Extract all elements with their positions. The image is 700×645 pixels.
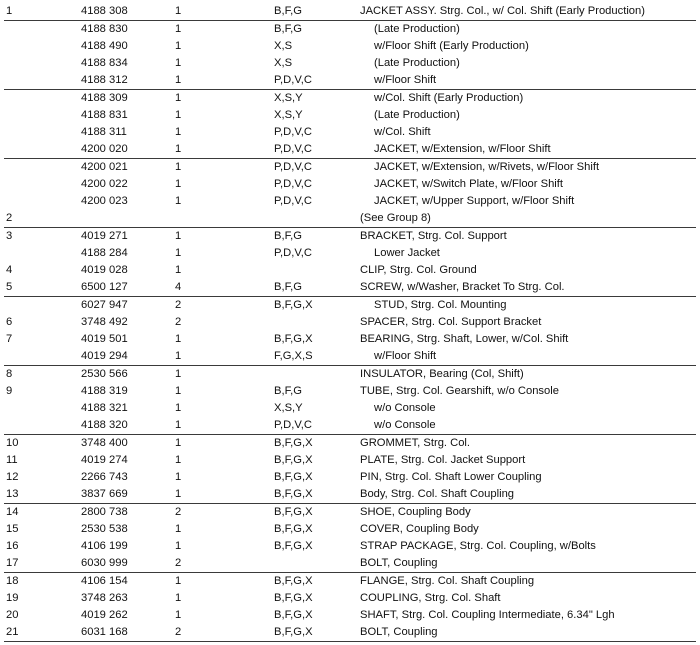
description: (Late Production): [374, 109, 460, 121]
part-number: 4019 294: [81, 350, 128, 362]
quantity: 1: [175, 350, 182, 362]
part-number: 4188 834: [81, 57, 128, 69]
table-row: [4, 3, 696, 20]
description: BEARING, Strg. Shaft, Lower, w/Col. Shift: [360, 333, 569, 345]
item-number: 14: [6, 506, 19, 518]
model-codes: B,F,G,X: [274, 454, 313, 466]
quantity: 2: [175, 557, 182, 569]
table-row: [4, 158, 696, 176]
item-number: 11: [6, 454, 18, 466]
description: w/Col. Shift: [374, 126, 431, 138]
quantity: 1: [175, 385, 182, 397]
model-codes: X,S,Y: [274, 109, 303, 121]
quantity: 1: [175, 454, 182, 466]
table-row: [4, 486, 696, 503]
description: STUD, Strg. Col. Mounting: [374, 299, 507, 311]
part-number: 6027 947: [81, 299, 128, 311]
table-row: [4, 521, 696, 538]
model-codes: P,D,V,C: [274, 247, 312, 259]
quantity: 1: [175, 592, 182, 604]
table-row: [4, 417, 696, 434]
table-row: [4, 176, 696, 193]
item-number: 6: [6, 316, 13, 328]
table-row: [4, 89, 696, 107]
table-row: [4, 538, 696, 555]
model-codes: B,F,G: [274, 5, 302, 17]
quantity: 1: [175, 143, 182, 155]
item-number: 17: [6, 557, 19, 569]
part-number: 4188 490: [81, 40, 128, 52]
model-codes: B,F,G,X: [274, 333, 313, 345]
table-row: [4, 434, 696, 452]
description: BOLT, Coupling: [360, 626, 438, 638]
table-row: [4, 210, 696, 227]
item-number: 7: [6, 333, 13, 345]
part-number: 4019 271: [81, 230, 128, 242]
description: JACKET, w/Switch Plate, w/Floor Shift: [374, 178, 564, 190]
table-row: [4, 55, 696, 72]
item-number: 16: [6, 540, 19, 552]
part-number: 6500 127: [81, 281, 128, 293]
table-row: [4, 38, 696, 55]
part-number: 3748 492: [81, 316, 128, 328]
description: PLATE, Strg. Col. Jacket Support: [360, 454, 526, 466]
part-number: 4200 020: [81, 143, 128, 155]
description: FLANGE, Strg. Col. Shaft Coupling: [360, 575, 535, 587]
quantity: 1: [175, 575, 182, 587]
item-number: 4: [6, 264, 13, 276]
item-number: 3: [6, 230, 13, 242]
item-number: 19: [6, 592, 19, 604]
item-number: 21: [6, 626, 19, 638]
description: w/o Console: [374, 419, 436, 431]
part-number: 2800 738: [81, 506, 128, 518]
model-codes: B,F,G,X: [274, 299, 313, 311]
quantity: 1: [175, 264, 182, 276]
model-codes: B,F,G,X: [274, 488, 313, 500]
part-number: 4188 830: [81, 23, 128, 35]
model-codes: P,D,V,C: [274, 161, 312, 173]
item-number: 9: [6, 385, 13, 397]
model-codes: P,D,V,C: [274, 126, 312, 138]
description: INSULATOR, Bearing (Col, Shift): [360, 368, 524, 380]
model-codes: P,D,V,C: [274, 178, 312, 190]
description: w/Floor Shift: [374, 74, 437, 86]
description: GROMMET, Strg. Col.: [360, 437, 471, 449]
quantity: 1: [175, 23, 182, 35]
model-codes: B,F,G,X: [274, 626, 313, 638]
description: SPACER, Strg. Col. Support Bracket: [360, 316, 542, 328]
description: w/Floor Shift: [374, 350, 437, 362]
item-number: 2: [6, 212, 13, 224]
table-row: [4, 262, 696, 279]
table-row: [4, 245, 696, 262]
model-codes: X,S,Y: [274, 402, 303, 414]
part-number: 4188 284: [81, 247, 128, 259]
table-row: [4, 348, 696, 365]
part-number: 4200 021: [81, 161, 128, 173]
model-codes: B,F,G,X: [274, 471, 313, 483]
table-row: [4, 624, 696, 641]
item-number: 20: [6, 609, 19, 621]
quantity: 1: [175, 523, 182, 535]
quantity: 1: [175, 540, 182, 552]
quantity: 1: [175, 488, 182, 500]
part-number: 4019 501: [81, 333, 128, 345]
quantity: 2: [175, 506, 182, 518]
part-number: 4188 320: [81, 419, 128, 431]
quantity: 1: [175, 333, 182, 345]
model-codes: B,F,G: [274, 23, 302, 35]
model-codes: B,F,G,X: [274, 506, 313, 518]
quantity: 1: [175, 368, 182, 380]
table-row: [4, 314, 696, 331]
part-number: 2266 743: [81, 471, 128, 483]
table-row: [4, 20, 696, 38]
model-codes: B,F,G,X: [274, 523, 313, 535]
table-bottom-rule: [4, 641, 696, 642]
quantity: 2: [175, 299, 182, 311]
part-number: 4106 154: [81, 575, 128, 587]
item-number: 15: [6, 523, 19, 535]
description: TUBE, Strg. Col. Gearshift, w/o Console: [360, 385, 559, 397]
parts-table: [4, 3, 696, 641]
quantity: 1: [175, 92, 182, 104]
quantity: 1: [175, 126, 182, 138]
model-codes: X,S,Y: [274, 92, 303, 104]
part-number: 6031 168: [81, 626, 128, 638]
description: JACKET, w/Extension, w/Rivets, w/Floor Shift: [374, 161, 600, 173]
quantity: 1: [175, 109, 182, 121]
table-row: [4, 279, 696, 296]
table-row: [4, 555, 696, 572]
table-row: [4, 400, 696, 417]
part-number: 4188 311: [81, 126, 127, 138]
quantity: 1: [175, 437, 182, 449]
model-codes: B,F,G,X: [274, 437, 313, 449]
model-codes: P,D,V,C: [274, 74, 312, 86]
item-number: 1: [6, 5, 13, 17]
table-row: [4, 227, 696, 245]
model-codes: B,F,G,X: [274, 540, 313, 552]
description: (Late Production): [374, 23, 460, 35]
part-number: 4188 308: [81, 5, 128, 17]
part-number: 4019 028: [81, 264, 128, 276]
table-row: [4, 383, 696, 400]
description: JACKET, w/Upper Support, w/Floor Shift: [374, 195, 575, 207]
model-codes: B,F,G,X: [274, 575, 313, 587]
table-row: [4, 572, 696, 590]
table-row: [4, 331, 696, 348]
description: JACKET ASSY. Strg. Col., w/ Col. Shift (Early Production): [360, 5, 645, 17]
part-number: 4019 274: [81, 454, 128, 466]
quantity: 1: [175, 40, 182, 52]
quantity: 1: [175, 57, 182, 69]
part-number: 4188 831: [81, 109, 128, 121]
part-number: 4200 023: [81, 195, 128, 207]
item-number: 18: [6, 575, 19, 587]
quantity: 1: [175, 471, 182, 483]
part-number: 2530 566: [81, 368, 128, 380]
part-number: 4188 309: [81, 92, 128, 104]
description: BRACKET, Strg. Col. Support: [360, 230, 507, 242]
table-row: [4, 469, 696, 486]
table-row: [4, 365, 696, 383]
part-number: 4188 319: [81, 385, 128, 397]
part-number: 4188 321: [81, 402, 128, 414]
model-codes: X,S: [274, 40, 293, 52]
part-number: 4106 199: [81, 540, 128, 552]
description: SHOE, Coupling Body: [360, 506, 471, 518]
table-row: [4, 141, 696, 158]
item-number: 13: [6, 488, 19, 500]
parts-list: [4, 3, 696, 642]
model-codes: F,G,X,S: [274, 350, 313, 362]
quantity: 1: [175, 230, 182, 242]
quantity: 1: [175, 609, 182, 621]
table-row: [4, 452, 696, 469]
description: SCREW, w/Washer, Bracket To Strg. Col.: [360, 281, 565, 293]
part-number: 4200 022: [81, 178, 128, 190]
item-number: 8: [6, 368, 13, 380]
description: SHAFT, Strg. Col. Coupling Intermediate, 6.34" Lgh: [360, 609, 615, 621]
quantity: 1: [175, 247, 182, 259]
model-codes: B,F,G: [274, 385, 302, 397]
part-number: 3748 263: [81, 592, 128, 604]
description: STRAP PACKAGE, Strg. Col. Coupling, w/Bolts: [360, 540, 596, 552]
quantity: 1: [175, 5, 182, 17]
part-number: 2530 538: [81, 523, 128, 535]
model-codes: X,S: [274, 57, 293, 69]
quantity: 4: [175, 281, 182, 293]
table-row: [4, 590, 696, 607]
description: COVER, Coupling Body: [360, 523, 479, 535]
item-number: 12: [6, 471, 19, 483]
description: CLIP, Strg. Col. Ground: [360, 264, 477, 276]
table-row: [4, 72, 696, 89]
table-row: [4, 503, 696, 521]
description: JACKET, w/Extension, w/Floor Shift: [374, 143, 551, 155]
part-number: 6030 999: [81, 557, 128, 569]
quantity: 1: [175, 161, 182, 173]
description: w/Floor Shift (Early Production): [374, 40, 529, 52]
description: w/o Console: [374, 402, 436, 414]
part-number: 3837 669: [81, 488, 128, 500]
description: COUPLING, Strg. Col. Shaft: [360, 592, 501, 604]
quantity: 1: [175, 402, 182, 414]
model-codes: P,D,V,C: [274, 195, 312, 207]
model-codes: P,D,V,C: [274, 419, 312, 431]
description: (Late Production): [374, 57, 460, 69]
quantity: 1: [175, 195, 182, 207]
model-codes: B,F,G,X: [274, 609, 313, 621]
description: w/Col. Shift (Early Production): [374, 92, 524, 104]
model-codes: B,F,G,X: [274, 592, 313, 604]
table-row: [4, 296, 696, 314]
part-number: 4019 262: [81, 609, 128, 621]
quantity: 1: [175, 74, 182, 86]
item-number: 10: [6, 437, 19, 449]
model-codes: B,F,G: [274, 281, 302, 293]
table-row: [4, 607, 696, 624]
quantity: 2: [175, 626, 182, 638]
table-row: [4, 193, 696, 210]
quantity: 2: [175, 316, 182, 328]
model-codes: B,F,G: [274, 230, 302, 242]
description: PIN, Strg. Col. Shaft Lower Coupling: [360, 471, 542, 483]
description: Lower Jacket: [374, 247, 440, 259]
part-number: 3748 400: [81, 437, 128, 449]
description: (See Group 8): [360, 212, 431, 224]
table-row: [4, 124, 696, 141]
item-number: 5: [6, 281, 13, 293]
table-row: [4, 107, 696, 124]
quantity: 1: [175, 178, 182, 190]
description: Body, Strg. Col. Shaft Coupling: [360, 488, 515, 500]
description: BOLT, Coupling: [360, 557, 438, 569]
model-codes: P,D,V,C: [274, 143, 312, 155]
quantity: 1: [175, 419, 182, 431]
part-number: 4188 312: [81, 74, 128, 86]
